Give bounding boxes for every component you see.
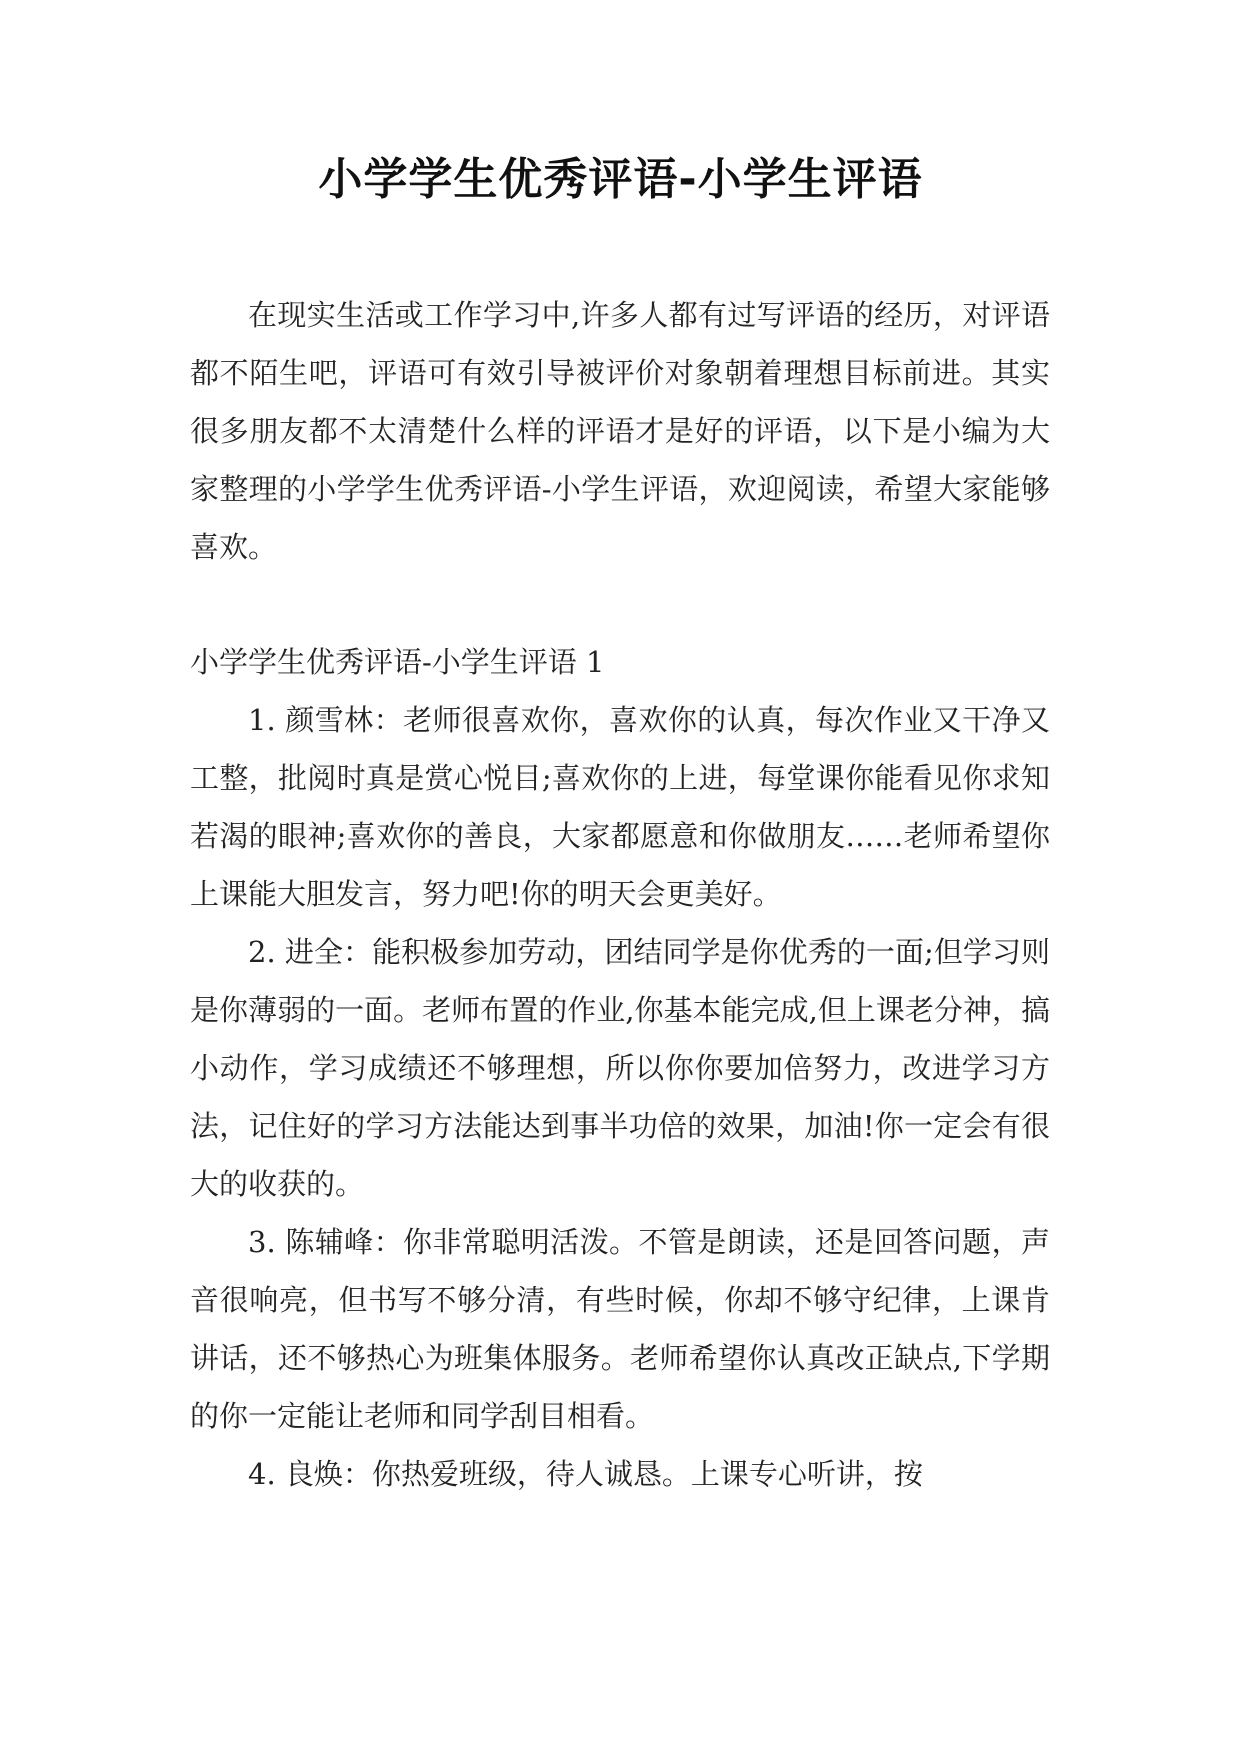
document-title: 小学学生优秀评语-小学生评语 [318, 154, 923, 205]
comment-item: 4. 良焕：你热爱班级，待人诚恳。上课专心听讲，按 [248, 1457, 923, 1491]
comment-item: 1. 颜雪林：老师很喜欢你，喜欢你的认真，每次作业又干净又工整，批阅时真是赏心悦目;喜欢你的上进，每堂课你能看见你求知若渴的眼神;喜欢你的善良，大家都愿意和你做朋友……老师希望你上课能大胆发言，努力吧!你的明天会更美好。 [190, 703, 1050, 911]
comment-list [190, 691, 1050, 1503]
comment-item: 2. 进全：能积极参加劳动，团结同学是你优秀的一面;但学习则是你薄弱的一面。老师布置的作业,你基本能完成,但上课老分神，搞小动作，学习成绩还不够理想，所以你你要加倍努力，改进学习方法，记住好的学习方法能达到事半功倍的效果，加油!你一定会有很大的收获的。 [190, 935, 1050, 1201]
comment-item: 3. 陈辅峰：你非常聪明活泼。不管是朗读，还是回答问题，声音很响亮，但书写不够分清，有些时候，你却不够守纪律，上课肯讲话，还不够热心为班集体服务。老师希望你认真改正缺点,下学期的你一定能让老师和同学刮目相看。 [190, 1225, 1050, 1433]
section-heading: 小学学生优秀评语-小学生评语 1 [190, 645, 605, 679]
intro-paragraph: 在现实生活或工作学习中,许多人都有过写评语的经历，对评语都不陌生吧，评语可有效引导被评价对象朝着理想目标前进。其实很多朋友都不太清楚什么样的评语才是好的评语，以下是小编为大家整理的小学学生优秀评语-小学生评语，欢迎阅读，希望大家能够喜欢。 [190, 298, 1050, 564]
